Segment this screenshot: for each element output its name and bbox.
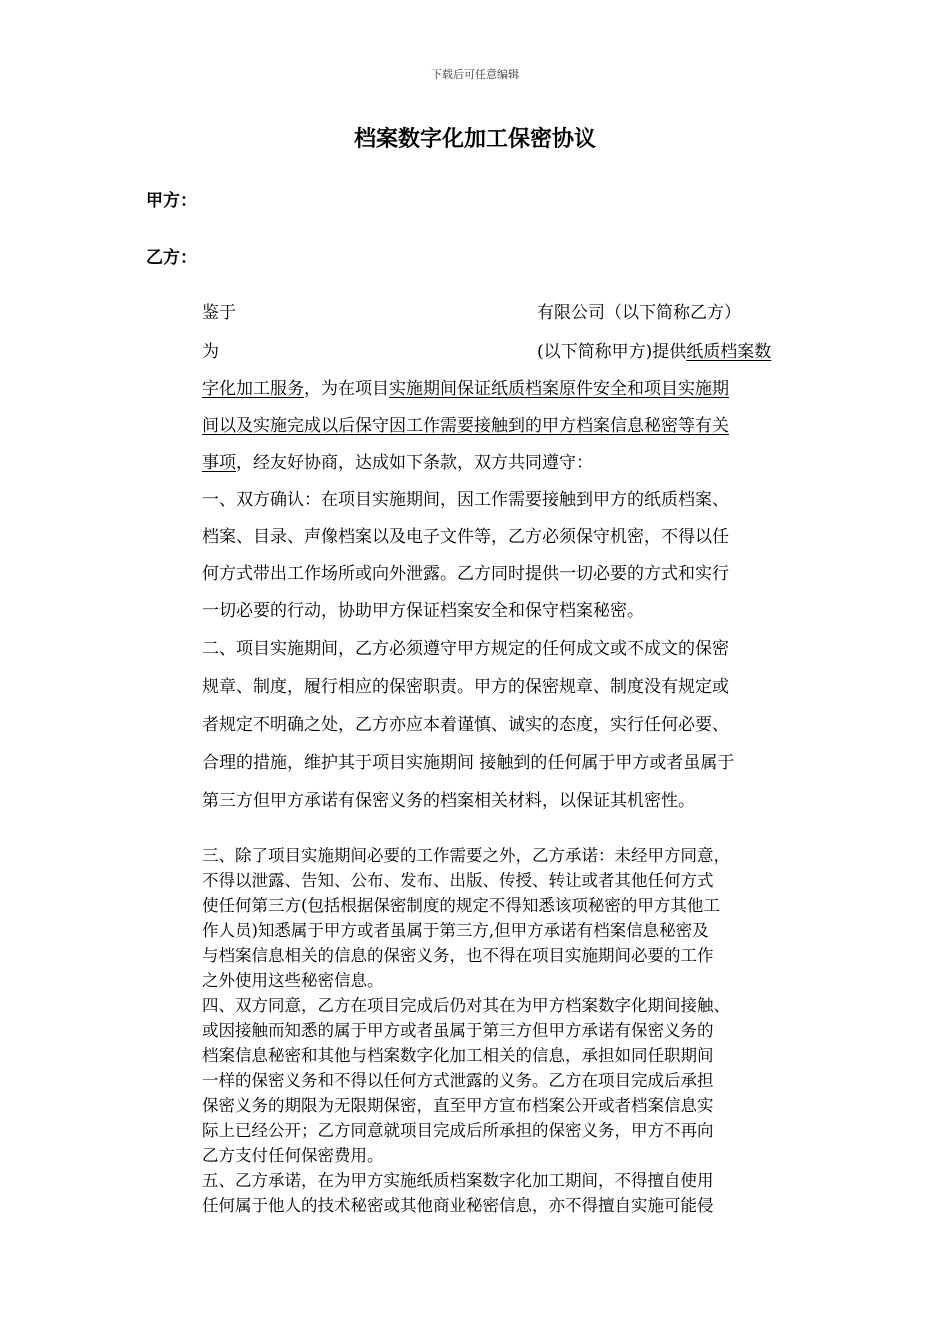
- page-header-note: 下载后可任意编辑: [431, 68, 519, 81]
- intro-line3-underlined-2: 实施期间保证纸质档案原件安全和项目实施期: [389, 379, 729, 399]
- clause-line: 一样的保密义务和不得以任何方式泄露的义务。乙方在项目完成后承担: [202, 1071, 714, 1090]
- intro-line1-left: 鉴于: [202, 303, 236, 323]
- clause-line: 何方式带出工作场所或向外泄露。乙方同时提供一切必要的方式和实行: [202, 564, 729, 584]
- intro-line5-underlined: 事项: [202, 453, 236, 473]
- clause-line: 或因接触而知悉的属于甲方或者虽属于第三方但甲方承诺有保密义务的: [202, 1021, 714, 1040]
- clause-line: 第三方但甲方承诺有保密义务的档案相关材料，以保证其机密性。: [202, 791, 695, 811]
- clause-line: 档案、目录、声像档案以及电子文件等，乙方必须保守机密，不得以任: [202, 527, 729, 547]
- clause-line: 四、双方同意，乙方在项目完成后仍对其在为甲方档案数字化期间接触、: [202, 996, 730, 1015]
- intro-line5: [202, 448, 812, 473]
- clause-line: 与档案信息相关的信息的保密义务，也不得在项目实施期间必要的工作: [202, 946, 714, 965]
- clause-line: 乙方支付任何保密费用。: [202, 1146, 384, 1165]
- clause-line: 合理的措施，维护其于项目实施期间 接触到的任何属于甲方或者虽属于: [202, 753, 735, 773]
- clause-line: 作人员)知悉属于甲方或者虽属于第三方,但甲方承诺有档案信息秘密及: [202, 921, 709, 940]
- clause-line: 保密义务的期限为无限期保密，直至甲方宣布档案公开或者档案信息实: [202, 1096, 714, 1115]
- clause-line: 一切必要的行动，协助甲方保证档案安全和保守档案秘密。: [202, 601, 644, 621]
- clause-line: 二、项目实施期间，乙方必须遵守甲方规定的任何成文或不成文的保密: [202, 639, 729, 659]
- intro-line1-right: 有限公司（以下简称乙方）: [537, 303, 741, 323]
- intro-line3-underlined-1: 字化加工服务: [202, 379, 304, 399]
- clause-line: 者规定不明确之处，乙方亦应本着谨慎、诚实的态度，实行任何必要、: [202, 715, 729, 735]
- party-b-label: 乙方：: [146, 248, 197, 268]
- document-title: 档案数字化加工保密协议: [353, 127, 596, 152]
- clause-line: 任何属于他人的技术秘密或其他商业秘密信息，亦不得擅自实施可能侵: [202, 1196, 714, 1215]
- intro-line3-text: ，为在项目: [304, 379, 389, 399]
- intro-line4-underlined: 间以及实施完成以后保守因工作需要接触到的甲方档案信息秘密等有关: [202, 416, 729, 436]
- intro-line4: [202, 411, 812, 436]
- clause-line: 之外使用这些秘密信息。: [202, 971, 384, 990]
- intro-line2-underlined: 纸质档案数: [686, 342, 772, 362]
- intro-line2-left: 为: [202, 342, 219, 362]
- intro-line5-text: ，经友好协商，达成如下条款，双方共同遵守：: [236, 453, 593, 473]
- clause-line: 一、双方确认：在项目实施期间，因工作需要接触到甲方的纸质档案、: [202, 490, 729, 510]
- clause-line: 规章、制度，履行相应的保密职责。甲方的保密规章、制度没有规定或: [202, 677, 729, 697]
- clause-line: 五、乙方承诺，在为甲方实施纸质档案数字化加工期间，不得擅自使用: [202, 1171, 714, 1190]
- clause-line: 档案信息秘密和其他与档案数字化加工相关的信息，承担如同任职期间: [202, 1046, 714, 1065]
- party-a-label: 甲方：: [146, 191, 197, 211]
- intro-line2-right: [537, 337, 771, 362]
- clause-line: 使任何第三方(包括根据保密制度的规定不得知悉该项秘密的甲方其他工: [202, 896, 720, 915]
- clause-line: 三、除了项目实施期间必要的工作需要之外，乙方承诺：未经甲方同意，: [202, 846, 730, 865]
- intro-line2-text: (以下简称甲方)提供: [537, 342, 687, 362]
- intro-line3: [202, 374, 812, 399]
- clause-line: 不得以泄露、告知、公布、发布、出版、传授、转让或者其他任何方式: [202, 871, 714, 890]
- clause-line: 际上已经公开；乙方同意就项目完成后所承担的保密义务，甲方不再向: [202, 1121, 714, 1140]
